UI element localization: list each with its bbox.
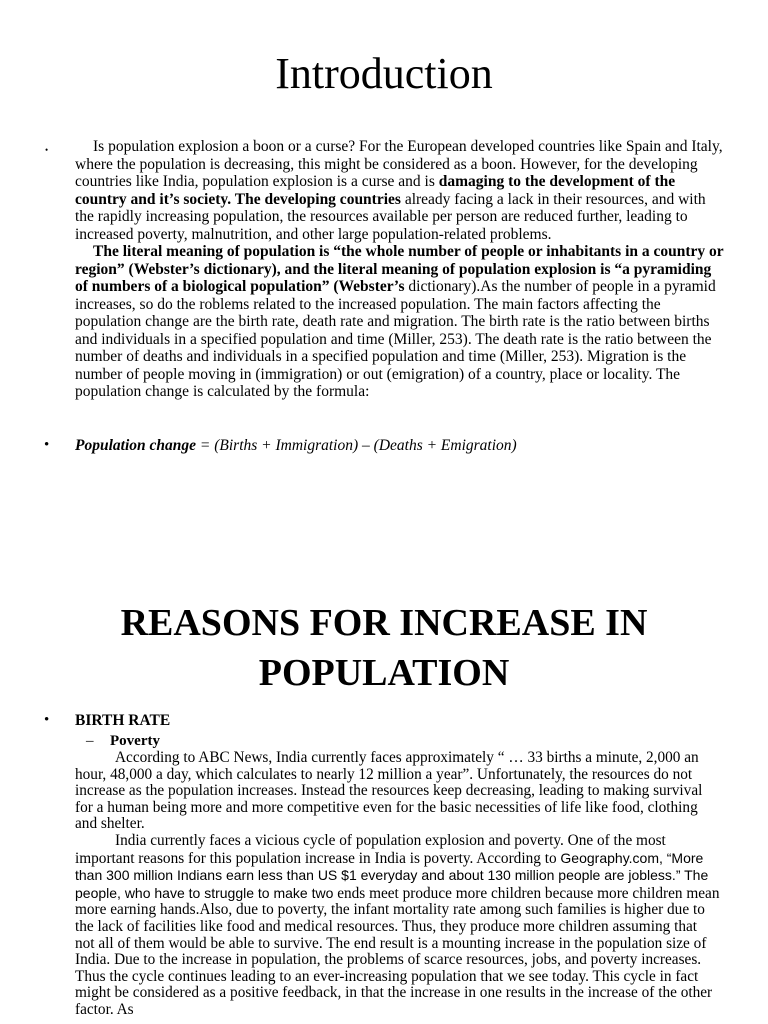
- slide-title: REASONS FOR INCREASE IN POPULATION: [120, 602, 648, 694]
- intro-paragraph: Is population explosion a boon or a curse? For the European developed countries like Spain and Italy, where the population is decreasing, this might be considered as a boon. However, for the developing countries like India, population explosion is a curse and is damaging to the development of the country and it’s society. The developing countries already facing a lack in their resources, and with the rapidly increasing population, the resources available per person are reduced further, leading to increased poverty, malnutrition, and other large population-related problems. The literal meaning of population is “the whole number of people or inhabitants in a country or region” (Webster’s dictionary), and the literal meaning of population explosion is “a pyramiding of numbers of a biological population” (Webster’s dictionary).As the number of people in a pyramid increases, so do the roblems related to the increased population. The main factors affecting the population change are the birth rate, death rate and migration. The birth rate is the ratio between births and individuals in a specified population and time (Miller, 253). The death rate is the ratio between the number of deaths and individuals in a specified population and time (Miller, 253). Migration is the number of people moving in (immigration) or out (emigration) of a country, place or locality. The population change is calculated by the formula:: [75, 138, 724, 400]
- bullet-label: BIRTH RATE: [75, 712, 171, 729]
- sub-bullet-label: Poverty: [110, 733, 160, 749]
- bullet-marker: •: [45, 145, 49, 155]
- slide-title: Introduction: [275, 49, 493, 98]
- dash-marker: –: [86, 733, 94, 749]
- bullet-marker: •: [44, 437, 50, 453]
- poverty-body: According to ABC News, India currently faces approximately “ … 33 births a minute, 2,000 an hour, 48,000 a day, which calculates to nearly 12 million a year”. Unfortunately, the resources do not increase as the population increases. Instead the resources keep decreasing, leading to making survival for a human being more and more competitive even for the basic necessities of life like food, clothing and shelter. India currently faces a vicious cycle of population explosion and poverty. One of the most important reasons for this population increase in India is poverty. According to Geography.com, “More than 300 million Indians earn less than US $1 everyday and about 130 million people are jobless.” The people, who have to struggle to make two ends meet produce more children because more children mean more earning hands.Also, due to poverty, the infant mortality rate among such families is higher due to the lack of facilities like food and medical resources. Thus, they produce more children assuming that not all of them would be able to survive. The end result is a mounting increase in the population size of India. Due to the increase in population, the problems of scarce resources, jobs, and poverty increases. Thus the cycle continues leading to an ever-increasing population that we see today. This cycle in fact might be considered as a positive feedback, in that the increase in one results in the increase of the other factor. As: [75, 749, 720, 1018]
- bullet-marker: •: [44, 712, 50, 728]
- slide-reasons: [0, 560, 768, 1024]
- formula-text: Population change = (Births + Immigration) – (Deaths + Emigration): [75, 437, 517, 454]
